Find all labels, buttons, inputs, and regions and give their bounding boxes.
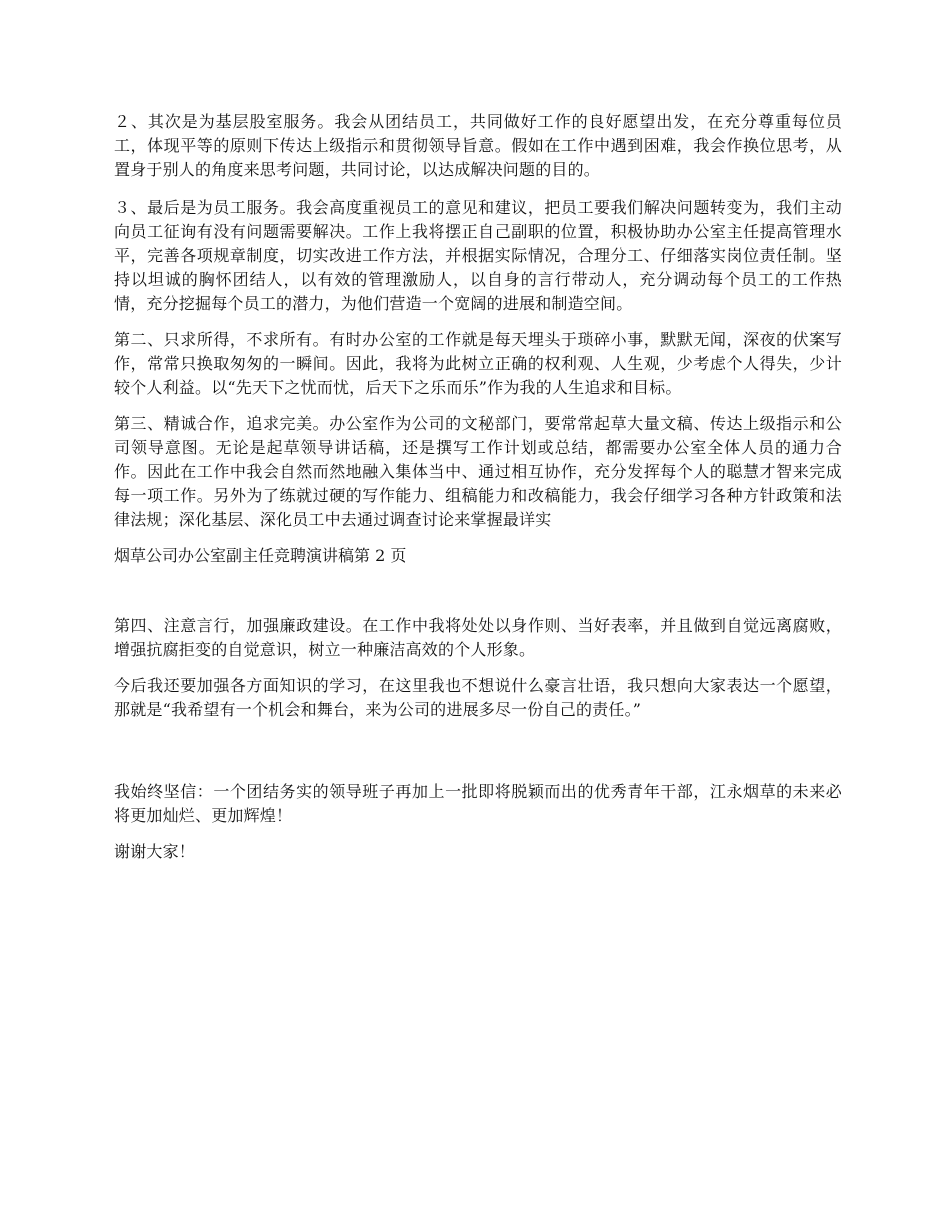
page-caption: 烟草公司办公室副主任竞聘演讲稿第 2 页 (114, 546, 407, 565)
paragraph-future-wish: 今后我还要加强各方面知识的学习，在这里我也不想说什么豪言壮语，我只想向大家表达一个愿望，那就是“我希望有一个机会和舞台，来为公司的进展多尽一份自己的责任。” (114, 676, 842, 719)
paragraph-third-point: 第三、精诚合作，追求完美。办公室作为公司的文秘部门，要常常起草大量文稿、传达上级指示和公司领导意图。无论是起草领导讲话稿，还是撰写工作计划或总结，都需要办公室全体人员的通力合作。因此在工作中我会自然而然地融入集体当中、通过相互协作，充分发挥每个人的聪慧才智来完成每一项工作。另外为了练就过硬的写作能力、组稿能力和改稿能力，我会仔细学习各种方针政策和法律法规；深化基层、深化员工中去通过调查讨论来掌握最详实 (114, 414, 842, 529)
section-spacer (114, 734, 842, 780)
paragraph-fourth-point: 第四、注意言行，加强廉政建设。在工作中我将处处以身作则、当好表率，并且做到自觉远离腐败，增强抗腐拒变的自觉意识，树立一种廉洁高效的个人形象。 (114, 616, 842, 659)
page-break-spacer (114, 568, 842, 614)
paragraph-second-point: 第二、只求所得，不求所有。有时办公室的工作就是每天埋头于琐碎小事，默默无闻，深夜的伏案写作，常常只换取匆匆的一瞬间。因此，我将为此树立正确的权利观、人生观，少考虑个人得失，少计较个人利益。以“先天下之忧而忧，后天下之乐而乐”作为我的人生追求和目标。 (114, 330, 842, 397)
paragraph-service-grassroots: ２、其次是为基层股室服务。我会从团结员工，共同做好工作的良好愿望出发，在充分尊重每位员工，体现平等的原则下传达上级指示和贯彻领导旨意。假如在工作中遇到困难，我会作换位思考，从置身于别人的角度来思考问题，共同讨论，以达成解决问题的目的。 (114, 112, 842, 179)
paragraph-service-employees: ３、最后是为员工服务。我会高度重视员工的意见和建议，把员工要我们解决问题转变为，我们主动向员工征询有没有问题需要解决。工作上我将摆正自己副职的位置，积极协助办公室主任提高管理水平，完善各项规章制度，切实改进工作方法，并根据实际情况，合理分工、仔细落实岗位责任制。坚持以坦诚的胸怀团结人，以有效的管理激励人，以自身的言行带动人，充分调动每个员工的工作热情，充分挖掘每个员工的潜力，为他们营造一个宽阔的进展和制造空间。 (114, 198, 842, 313)
paragraph-belief: 我始终坚信：一个团结务实的领导班子再加上一批即将脱颖而出的优秀青年干部，江永烟草的未来必将更加灿烂、更加辉煌！ (114, 782, 842, 825)
paragraph-thanks: 谢谢大家！ (114, 842, 196, 861)
document-page (114, 110, 842, 864)
